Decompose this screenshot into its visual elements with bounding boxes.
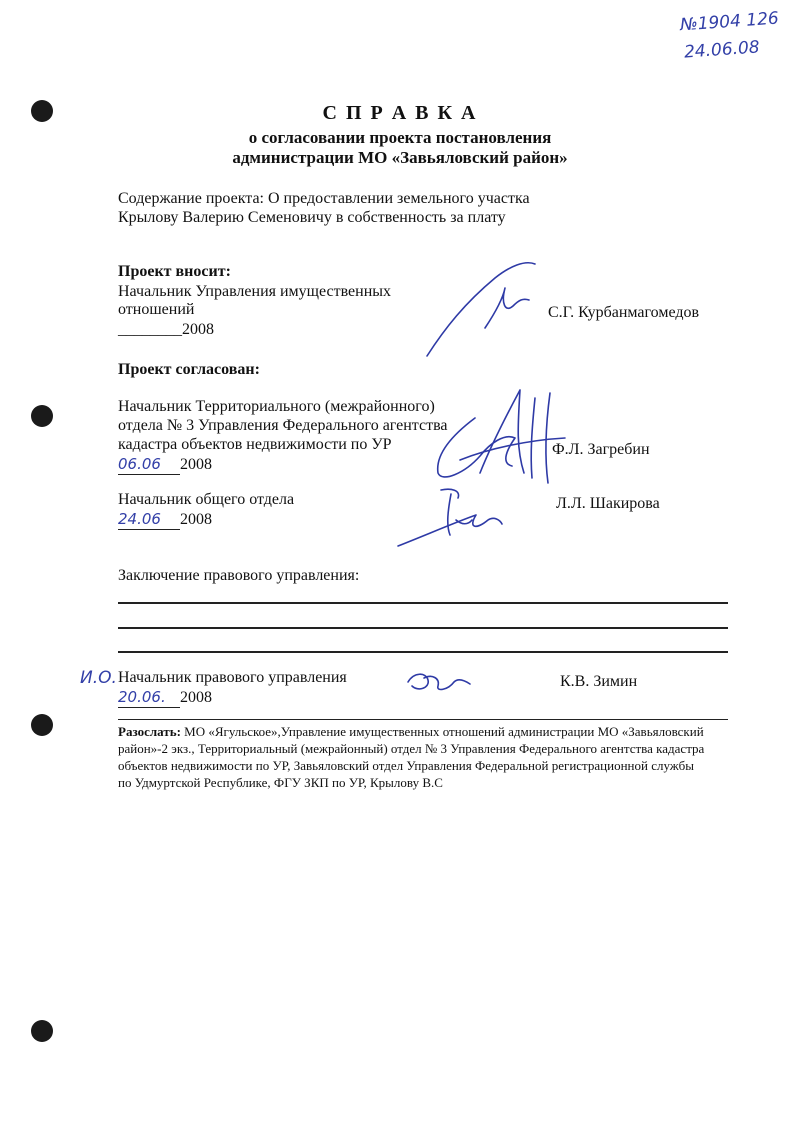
distribution-text-1: МО «Ягульское»,Управление имущественных отношений администрации МО «Завьяловский: [184, 724, 704, 739]
approver2-date-year: 2008: [180, 511, 212, 528]
approver1-line-1: Начальник Территориального (межрайонного): [118, 398, 435, 415]
legal-date-handwritten: 20.06.: [118, 687, 180, 708]
signature-zagrebin: [420, 378, 570, 488]
approver1-line-2: отдела № 3 Управления Федерального агентства: [118, 417, 448, 434]
project-content-line-1: Содержание проекта: О предоставлении земельного участка: [118, 190, 530, 207]
binder-hole-3: [31, 714, 53, 736]
submitter-date-year: 2008: [182, 321, 214, 338]
approver2-line-1: Начальник общего отдела: [118, 491, 295, 508]
distribution-line-1: [118, 724, 704, 740]
submitter-date-blank: ________: [118, 321, 182, 338]
submitter-position-line-1: Начальник Управления имущественных: [118, 283, 392, 300]
submitter-heading: Проект вносит:: [118, 263, 231, 280]
legal-margin-note: И.О.: [80, 668, 117, 688]
conclusion-line-2: [118, 627, 728, 629]
approver1-date-year: 2008: [180, 456, 212, 473]
distribution-line-3: объектов недвижимости по УР, Завьяловский отдел Управления Федеральной регистрационной службы: [118, 758, 694, 773]
distribution-label: Разослать:: [118, 724, 181, 739]
handwritten-reg-number: №1904 126: [679, 8, 780, 36]
binder-hole-4: [31, 1020, 53, 1042]
handwritten-reg-date: 24.06.08: [683, 37, 761, 63]
legal-date-year: 2008: [180, 689, 212, 706]
submitter-position-line-2: отношений: [118, 301, 195, 318]
approver2-name: Л.Л. Шакирова: [556, 495, 660, 512]
approver1-date-handwritten: 06.06: [118, 454, 180, 475]
legal-name: К.В. Зимин: [560, 673, 638, 690]
legal-position: Начальник правового управления: [118, 669, 347, 686]
submitter-date: [118, 320, 214, 340]
submitter-name: С.Г. Курбанмагомедов: [548, 304, 700, 321]
distribution-separator: [118, 719, 728, 720]
approver1-name: Ф.Л. Загребин: [552, 441, 650, 458]
approver2-date: [118, 509, 212, 530]
signature-zimin: [404, 668, 474, 698]
conclusion-line-1: [118, 602, 728, 604]
approver1-line-3: кадастра объектов недвижимости по УР: [118, 436, 392, 453]
document-title: С П Р А В К А: [322, 102, 478, 124]
document-subtitle-1: о согласовании проекта постановления: [248, 128, 552, 147]
approver2-date-handwritten: 24.06: [118, 509, 180, 530]
legal-date: [118, 687, 212, 708]
binder-hole-2: [31, 405, 53, 427]
document-subtitle-2: администрации МО «Завьяловский район»: [232, 148, 568, 167]
approvals-heading: Проект согласован:: [118, 361, 260, 378]
project-content-line-2: Крылову Валерию Семеновичу в собственность за плату: [118, 209, 506, 226]
signature-shakirova: [396, 480, 506, 550]
legal-conclusion-label: Заключение правового управления:: [118, 567, 360, 584]
distribution-line-2: район»-2 экз., Территориальный (межрайонный) отдел № 3 Управления Федерального агентства кадастра: [118, 741, 705, 756]
conclusion-line-3: [118, 651, 728, 653]
distribution-line-4: по Удмуртской Республике, ФГУ ЗКП по УР, Крылову В.С: [118, 775, 443, 790]
signature-kurbanmagomedov: [425, 258, 545, 358]
approver1-date: [118, 454, 212, 475]
